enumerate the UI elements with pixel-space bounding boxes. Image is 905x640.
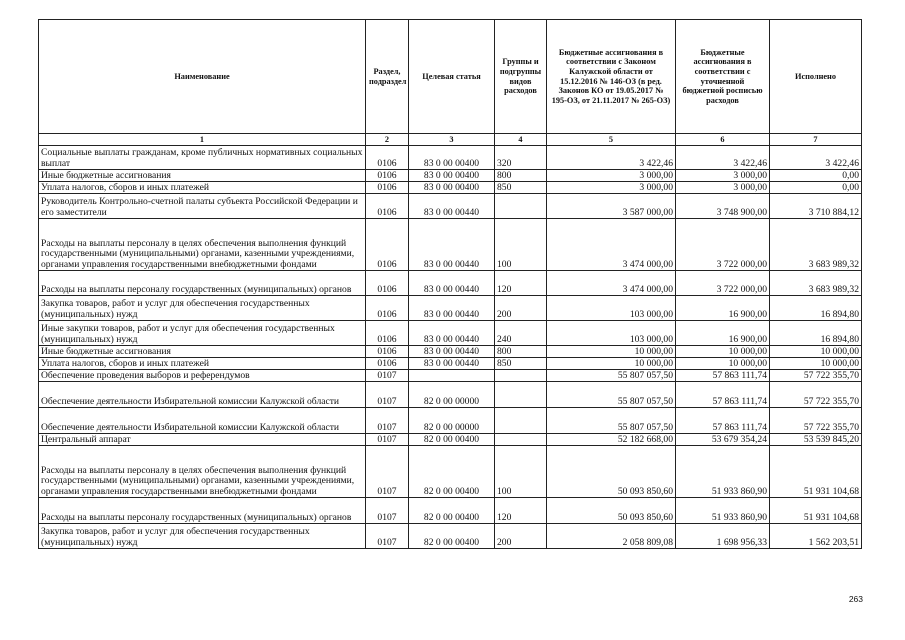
row-group-cell	[495, 370, 547, 382]
row-name-cell: Обеспечение деятельности Избирательной комиссии Калужской области	[39, 408, 366, 434]
row-name-cell: Расходы на выплаты персоналу государственных (муниципальных) органов	[39, 271, 366, 296]
row-executed-amount-cell: 57 722 355,70	[770, 370, 862, 382]
row-refined-amount-cell: 16 900,00	[676, 321, 770, 346]
row-target-cell: 82 0 00 00400	[409, 524, 495, 549]
row-refined-amount-cell: 3 422,46	[676, 146, 770, 170]
table-row	[39, 358, 862, 370]
column-number: 1	[39, 134, 366, 146]
row-group-cell	[495, 408, 547, 434]
row-group-cell	[495, 194, 547, 219]
row-group-cell: 100	[495, 219, 547, 271]
row-group-cell: 800	[495, 170, 547, 182]
row-refined-amount-cell: 53 679 354,24	[676, 434, 770, 446]
row-section-cell: 0106	[366, 194, 409, 219]
row-group-cell: 120	[495, 498, 547, 524]
row-section-cell: 0106	[366, 170, 409, 182]
row-target-cell: 83 0 00 00440	[409, 346, 495, 358]
row-section-cell: 0107	[366, 524, 409, 549]
row-refined-amount-cell: 3 722 000,00	[676, 271, 770, 296]
row-name-cell: Уплата налогов, сборов и иных платежей	[39, 182, 366, 194]
row-group-cell: 200	[495, 524, 547, 549]
row-law-amount-cell: 103 000,00	[547, 296, 676, 321]
column-number-row	[39, 134, 862, 146]
row-executed-amount-cell: 3 710 884,12	[770, 194, 862, 219]
row-target-cell: 82 0 00 00400	[409, 434, 495, 446]
row-refined-amount-cell: 57 863 111,74	[676, 408, 770, 434]
table-row	[39, 434, 862, 446]
table-row	[39, 182, 862, 194]
row-law-amount-cell: 3 422,46	[547, 146, 676, 170]
row-name-cell: Иные закупки товаров, работ и услуг для обеспечения государственных (муниципальных) нужд	[39, 321, 366, 346]
row-section-cell: 0106	[366, 271, 409, 296]
row-executed-amount-cell: 51 931 104,68	[770, 498, 862, 524]
row-name-cell: Социальные выплаты гражданам, кроме публичных нормативных социальных выплат	[39, 146, 366, 170]
column-number: 3	[409, 134, 495, 146]
table-row	[39, 524, 862, 549]
row-law-amount-cell: 3 474 000,00	[547, 271, 676, 296]
header-refined-allocations: Бюджетные ассигнования в соответствии с уточненной бюджетной росписью расходов	[676, 20, 770, 134]
table-row	[39, 370, 862, 382]
row-section-cell: 0107	[366, 434, 409, 446]
row-law-amount-cell: 103 000,00	[547, 321, 676, 346]
row-refined-amount-cell: 3 000,00	[676, 170, 770, 182]
row-section-cell: 0106	[366, 321, 409, 346]
header-row	[39, 20, 862, 134]
table-row	[39, 446, 862, 498]
column-number: 2	[366, 134, 409, 146]
row-group-cell: 850	[495, 358, 547, 370]
row-executed-amount-cell: 1 562 203,51	[770, 524, 862, 549]
row-law-amount-cell: 55 807 057,50	[547, 370, 676, 382]
row-section-cell: 0106	[366, 182, 409, 194]
row-group-cell: 800	[495, 346, 547, 358]
row-target-cell: 83 0 00 00440	[409, 321, 495, 346]
row-law-amount-cell: 3 474 000,00	[547, 219, 676, 271]
row-target-cell: 83 0 00 00440	[409, 194, 495, 219]
row-name-cell: Уплата налогов, сборов и иных платежей	[39, 358, 366, 370]
page-number: 263	[848, 594, 863, 604]
row-group-cell: 850	[495, 182, 547, 194]
row-target-cell: 82 0 00 00000	[409, 408, 495, 434]
header-law-allocations: Бюджетные ассигнования в соответствии с Законом Калужской области от 15.12.2016 № 146-ОЗ (в ред. Законов КО от 19.05.2017 № 195-ОЗ, от 21.11.2017 № 265-ОЗ)	[547, 20, 676, 134]
row-target-cell: 83 0 00 00440	[409, 296, 495, 321]
row-section-cell: 0107	[366, 408, 409, 434]
row-target-cell	[409, 370, 495, 382]
table-row	[39, 146, 862, 170]
row-refined-amount-cell: 3 000,00	[676, 182, 770, 194]
row-refined-amount-cell: 10 000,00	[676, 358, 770, 370]
row-name-cell: Обеспечение проведения выборов и референдумов	[39, 370, 366, 382]
row-group-cell: 120	[495, 271, 547, 296]
header-name: Наименование	[39, 20, 366, 134]
row-group-cell: 100	[495, 446, 547, 498]
table-row	[39, 346, 862, 358]
header-groups: Группы и подгруппы видов расходов	[495, 20, 547, 134]
row-executed-amount-cell: 0,00	[770, 170, 862, 182]
table-body	[39, 146, 862, 549]
row-group-cell	[495, 382, 547, 408]
row-target-cell: 82 0 00 00400	[409, 498, 495, 524]
table-row	[39, 271, 862, 296]
row-name-cell: Расходы на выплаты персоналу в целях обеспечения выполнения функций государственными (муниципальными) органами, казенными учреждениями, органами управления государственными внебюджетными фондами	[39, 446, 366, 498]
row-law-amount-cell: 3 587 000,00	[547, 194, 676, 219]
row-law-amount-cell: 2 058 809,08	[547, 524, 676, 549]
row-name-cell: Обеспечение деятельности Избирательной комиссии Калужской области	[39, 382, 366, 408]
row-law-amount-cell: 10 000,00	[547, 346, 676, 358]
row-law-amount-cell: 10 000,00	[547, 358, 676, 370]
row-executed-amount-cell: 16 894,80	[770, 296, 862, 321]
table-row	[39, 408, 862, 434]
row-executed-amount-cell: 3 683 989,32	[770, 219, 862, 271]
row-refined-amount-cell: 1 698 956,33	[676, 524, 770, 549]
header-executed: Исполнено	[770, 20, 862, 134]
table-row	[39, 321, 862, 346]
table-row	[39, 382, 862, 408]
table-row	[39, 219, 862, 271]
row-target-cell: 83 0 00 00400	[409, 170, 495, 182]
row-executed-amount-cell: 0,00	[770, 182, 862, 194]
row-refined-amount-cell: 57 863 111,74	[676, 370, 770, 382]
row-law-amount-cell: 55 807 057,50	[547, 408, 676, 434]
header-section: Раздел, подраздел	[366, 20, 409, 134]
row-law-amount-cell: 52 182 668,00	[547, 434, 676, 446]
row-target-cell: 83 0 00 00400	[409, 182, 495, 194]
row-target-cell: 82 0 00 00000	[409, 382, 495, 408]
row-target-cell: 83 0 00 00400	[409, 146, 495, 170]
row-executed-amount-cell: 51 931 104,68	[770, 446, 862, 498]
row-section-cell: 0106	[366, 296, 409, 321]
row-section-cell: 0107	[366, 446, 409, 498]
row-name-cell: Иные бюджетные ассигнования	[39, 170, 366, 182]
row-section-cell: 0107	[366, 382, 409, 408]
row-target-cell: 83 0 00 00440	[409, 358, 495, 370]
row-group-cell: 320	[495, 146, 547, 170]
column-number: 7	[770, 134, 862, 146]
row-target-cell: 82 0 00 00400	[409, 446, 495, 498]
row-executed-amount-cell: 10 000,00	[770, 346, 862, 358]
row-group-cell	[495, 434, 547, 446]
row-law-amount-cell: 50 093 850,60	[547, 446, 676, 498]
row-section-cell: 0106	[366, 358, 409, 370]
row-executed-amount-cell: 3 683 989,32	[770, 271, 862, 296]
row-name-cell: Центральный аппарат	[39, 434, 366, 446]
row-section-cell: 0106	[366, 219, 409, 271]
row-group-cell: 200	[495, 296, 547, 321]
row-refined-amount-cell: 3 748 900,00	[676, 194, 770, 219]
header-target: Целевая статья	[409, 20, 495, 134]
row-law-amount-cell: 50 093 850,60	[547, 498, 676, 524]
row-law-amount-cell: 55 807 057,50	[547, 382, 676, 408]
row-refined-amount-cell: 10 000,00	[676, 346, 770, 358]
row-executed-amount-cell: 57 722 355,70	[770, 382, 862, 408]
row-refined-amount-cell: 51 933 860,90	[676, 446, 770, 498]
table-row	[39, 296, 862, 321]
row-refined-amount-cell: 16 900,00	[676, 296, 770, 321]
column-number: 5	[547, 134, 676, 146]
table-row	[39, 194, 862, 219]
row-executed-amount-cell: 57 722 355,70	[770, 408, 862, 434]
row-section-cell: 0107	[366, 498, 409, 524]
row-group-cell: 240	[495, 321, 547, 346]
row-executed-amount-cell: 3 422,46	[770, 146, 862, 170]
row-section-cell: 0106	[366, 346, 409, 358]
row-name-cell: Закупка товаров, работ и услуг для обеспечения государственных (муниципальных) нужд	[39, 296, 366, 321]
row-name-cell: Иные бюджетные ассигнования	[39, 346, 366, 358]
row-name-cell: Закупка товаров, работ и услуг для обеспечения государственных (муниципальных) нужд	[39, 524, 366, 549]
row-executed-amount-cell: 53 539 845,20	[770, 434, 862, 446]
column-number: 4	[495, 134, 547, 146]
row-refined-amount-cell: 51 933 860,90	[676, 498, 770, 524]
row-name-cell: Расходы на выплаты персоналу в целях обеспечения выполнения функций государственными (муниципальными) органами, казенными учреждениями, органами управления государственными внебюджетными фондами	[39, 219, 366, 271]
row-executed-amount-cell: 10 000,00	[770, 358, 862, 370]
budget-table	[38, 19, 862, 549]
table-row	[39, 170, 862, 182]
row-target-cell: 83 0 00 00440	[409, 271, 495, 296]
row-name-cell: Руководитель Контрольно-счетной палаты субъекта Российской Федерации и его заместители	[39, 194, 366, 219]
row-section-cell: 0106	[366, 146, 409, 170]
row-section-cell: 0107	[366, 370, 409, 382]
row-refined-amount-cell: 3 722 000,00	[676, 219, 770, 271]
row-target-cell: 83 0 00 00440	[409, 219, 495, 271]
column-number: 6	[676, 134, 770, 146]
row-law-amount-cell: 3 000,00	[547, 170, 676, 182]
row-name-cell: Расходы на выплаты персоналу государственных (муниципальных) органов	[39, 498, 366, 524]
row-refined-amount-cell: 57 863 111,74	[676, 382, 770, 408]
table-row	[39, 498, 862, 524]
row-law-amount-cell: 3 000,00	[547, 182, 676, 194]
row-executed-amount-cell: 16 894,80	[770, 321, 862, 346]
